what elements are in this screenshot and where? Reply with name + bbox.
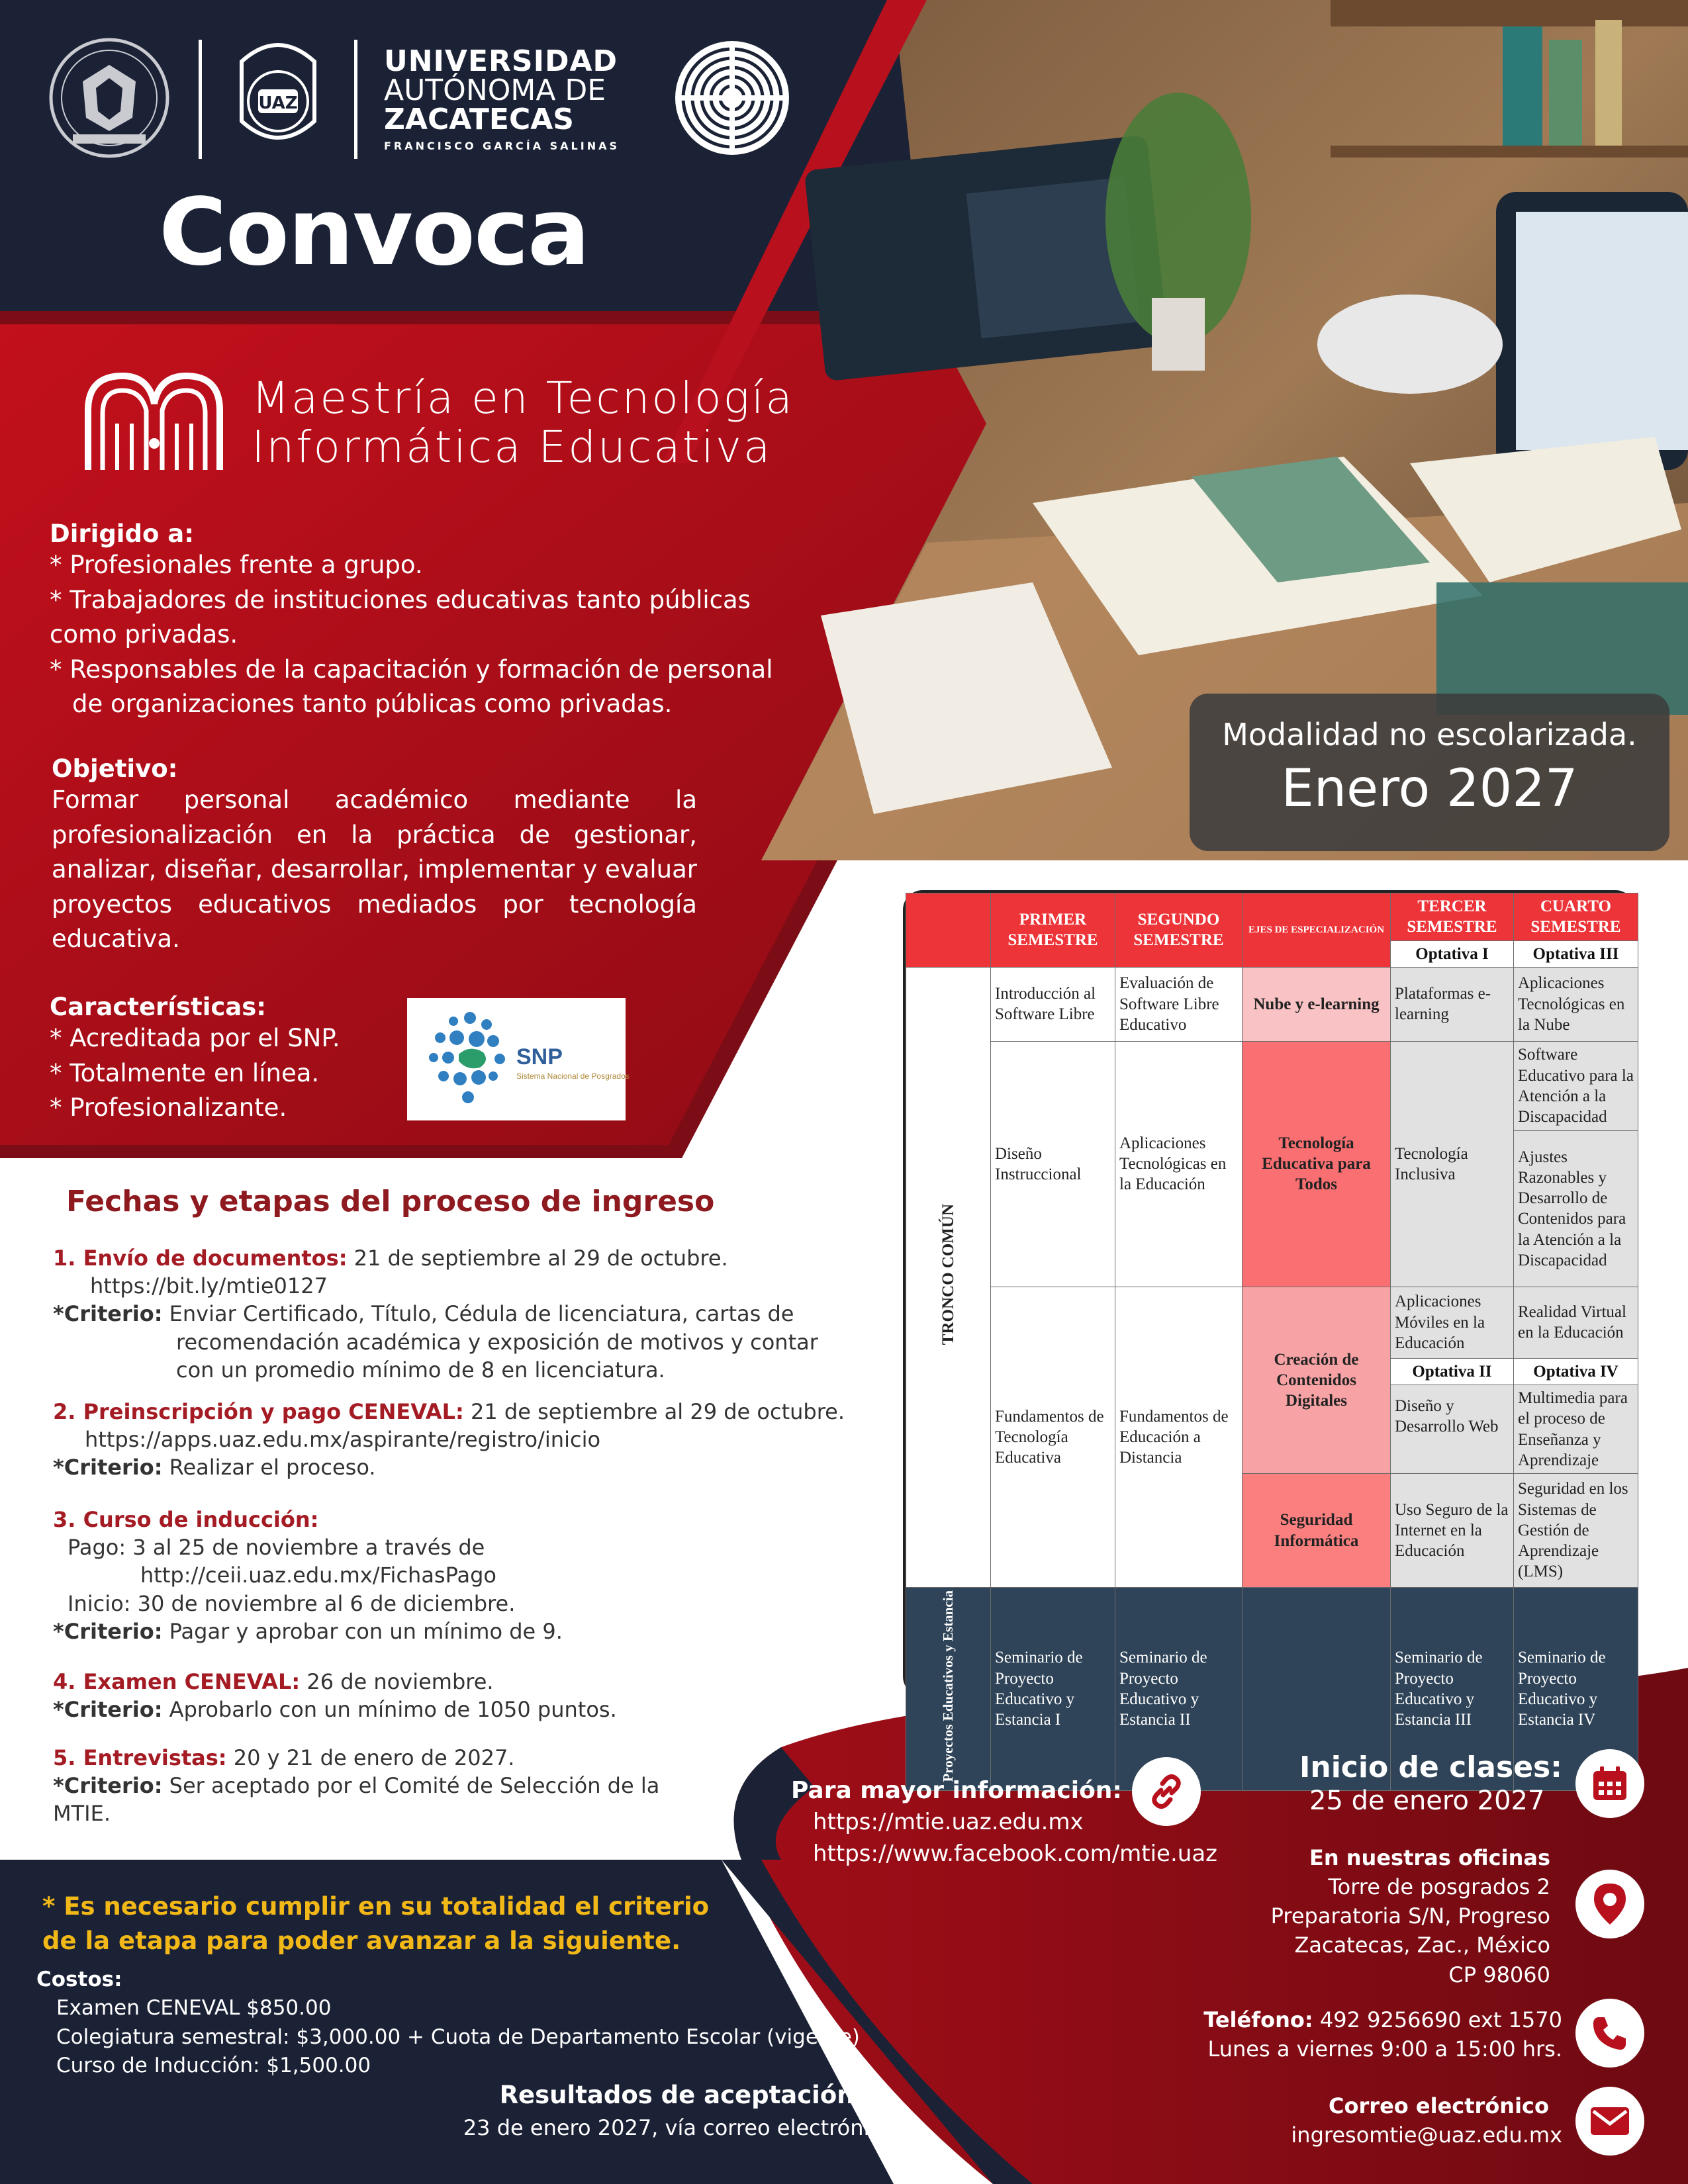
oficinas-line: Zacatecas, Zac., México xyxy=(1294,1933,1550,1958)
nota-criterio xyxy=(42,1889,709,1958)
step-1-date: 21 de septiembre al 29 de octubre. xyxy=(347,1246,728,1271)
criterio-label: *Criterio: xyxy=(53,1697,163,1723)
step-5 xyxy=(53,1744,702,1828)
university-line-3: ZACATECAS xyxy=(384,103,574,136)
course-cell: Seminario de Proyecto Educativo y Estancia III xyxy=(1391,1588,1514,1791)
oficinas-line: CP 98060 xyxy=(1448,1962,1550,1987)
nota-line: * Es necesario cumplir en su totalidad el criterio xyxy=(42,1892,710,1921)
step-1 xyxy=(53,1244,818,1384)
optativa-iv: Optativa IV xyxy=(1514,1359,1638,1385)
dirigido-heading: Dirigido a: xyxy=(50,520,195,548)
snp-logo-text: SNP xyxy=(516,1044,563,1069)
costos-block xyxy=(36,1966,860,2081)
step-3-inicio: Inicio: 30 de noviembre al 6 de diciembre. xyxy=(68,1590,516,1616)
step-5-criterio: Ser aceptado por el Comité de Selección de la xyxy=(162,1773,660,1799)
separator xyxy=(199,40,202,159)
costos-heading: Costos: xyxy=(36,1968,122,1991)
criterio-label: *Criterio: xyxy=(53,1773,163,1799)
telefono-block xyxy=(1203,2005,1562,2064)
snp-logo xyxy=(407,998,630,1120)
correo-block xyxy=(1291,2091,1562,2150)
caracteristica-item: * Acreditada por el SNP. xyxy=(50,1024,340,1052)
oficinas-heading: En nuestras oficinas xyxy=(1309,1845,1550,1870)
telefono-horario: Lunes a viernes 9:00 a 15:00 hrs. xyxy=(1207,2036,1562,2062)
step-1-url[interactable]: https://bit.ly/mtie0127 xyxy=(90,1273,328,1299)
objetivo-section xyxy=(52,754,697,957)
course-cell: Ajustes Razonables y Desarrollo de Contenidos para la Atención a la Discapacidad xyxy=(1514,1130,1638,1287)
course-cell: Seminario de Proyecto Educativo y Estancia II xyxy=(1115,1588,1243,1791)
eje-cell: Creación de Contenidos Digitales xyxy=(1243,1287,1391,1473)
header-cuarto-semestre: CUARTO SEMESTRE xyxy=(1514,893,1638,941)
dirigido-item: * Trabajadores de instituciones educativas tanto públicas xyxy=(50,585,751,614)
step-3-title: 3. Curso de inducción: xyxy=(53,1507,319,1532)
telefono-label: Teléfono: xyxy=(1203,2007,1313,2032)
header-ejes: EJES DE ESPECIALIZACIÓN xyxy=(1243,893,1391,968)
program-title-line-1: Maestría en Tecnología xyxy=(252,373,794,424)
header-primer-semestre: PRIMER SEMESTRE xyxy=(991,893,1115,968)
nota-line: de la etapa para poder avanzar a la siguiente. xyxy=(42,1926,681,1955)
step-3-pago: Pago: 3 al 25 de noviembre a través de xyxy=(68,1535,485,1561)
step-5-title: 5. Entrevistas: xyxy=(53,1745,227,1770)
objetivo-heading: Objetivo: xyxy=(52,754,178,783)
header-logos xyxy=(46,33,792,165)
course-cell: Aplicaciones Tecnológicas en la Educación xyxy=(1115,1041,1243,1287)
step-2-title: 2. Preinscripción y pago CENEVAL: xyxy=(53,1399,464,1424)
envelope-icon xyxy=(1575,2087,1644,2156)
course-cell-stack xyxy=(1514,1358,1638,1473)
step-1-title: 1. Envío de documentos: xyxy=(53,1246,348,1271)
modalidad-box xyxy=(1190,694,1669,851)
caracteristica-item: * Profesionalizante. xyxy=(50,1093,287,1122)
tronco-comun-label xyxy=(906,967,991,1587)
svg-text:UAZ: UAZ xyxy=(258,93,298,113)
oficinas-line: Preparatoria S/N, Progreso xyxy=(1270,1903,1550,1929)
costo-item: Curso de Inducción: $1,500.00 xyxy=(56,2054,371,2078)
correo-value[interactable]: ingresomtie@uaz.edu.mx xyxy=(1291,2122,1562,2148)
modalidad-date: Enero 2027 xyxy=(1281,759,1578,819)
course-cell: Fundamentos de Tecnología Educativa xyxy=(991,1287,1115,1587)
convoca-heading: Convoca xyxy=(159,179,589,287)
location-pin-icon xyxy=(1575,1870,1644,1938)
telefono-value: 492 9256690 ext 1570 xyxy=(1313,2007,1562,2032)
step-2-date: 21 de septiembre al 29 de octubre. xyxy=(463,1399,845,1424)
criterio-label: *Criterio: xyxy=(53,1455,163,1480)
step-1-criterio: Enviar Certificado, Título, Cédula de licenciatura, cartas de xyxy=(162,1301,794,1327)
course-cell: Realidad Virtual en la Educación xyxy=(1514,1287,1638,1358)
course-cell: Diseño Instruccional xyxy=(991,1041,1115,1287)
header-segundo-semestre: SEGUNDO SEMESTRE xyxy=(1115,893,1243,968)
info-heading: Para mayor información: xyxy=(791,1777,1122,1804)
snp-logo-icon xyxy=(407,998,630,1120)
eje-cell: Nube y e-learning xyxy=(1243,967,1391,1041)
resultados-block xyxy=(457,2078,907,2143)
university-line-4: FRANCISCO GARCÍA SALINAS xyxy=(384,140,620,152)
course-cell: Multimedia para el proceso de Enseñanza y Aprendizaje xyxy=(1518,1389,1628,1469)
modalidad-text: Modalidad no escolarizada. xyxy=(1222,717,1637,752)
step-2 xyxy=(53,1398,845,1482)
dirigido-item: de organizaciones tanto públicas como privadas. xyxy=(72,690,673,719)
dirigido-item: como privadas. xyxy=(50,620,238,649)
criterio-label: *Criterio: xyxy=(53,1618,163,1644)
step-3-url[interactable]: http://ceii.uaz.edu.mx/FichasPago xyxy=(140,1563,496,1588)
step-4-date: 26 de noviembre. xyxy=(300,1669,494,1694)
step-2-url[interactable]: https://apps.uaz.edu.mx/aspirante/registro/inicio xyxy=(85,1427,601,1453)
course-cell-stack xyxy=(1391,1358,1514,1473)
course-cell: Seminario de Proyecto Educativo y Estancia I xyxy=(991,1588,1115,1791)
costo-item: Colegiatura semestral: $3,000.00 + Cuota de Departamento Escolar (vigente) xyxy=(56,2025,860,2049)
step-2-criterio: Realizar el proceso. xyxy=(162,1455,376,1480)
optativa-ii: Optativa II xyxy=(1391,1359,1513,1385)
course-cell: Diseño y Desarrollo Web xyxy=(1395,1397,1499,1436)
course-cell: Tecnología Inclusiva xyxy=(1391,1041,1514,1287)
program-title-line-2: Informática Educativa xyxy=(252,421,773,473)
dirigido-item: * Profesionales frente a grupo. xyxy=(50,551,423,579)
inicio-date: 25 de enero 2027 xyxy=(1309,1786,1545,1816)
course-cell: Seminario de Proyecto Educativo y Estancia IV xyxy=(1514,1588,1638,1791)
snp-logo-subtext: Sistema Nacional de Posgrados xyxy=(516,1071,630,1081)
step-5-date: 20 y 21 de enero de 2027. xyxy=(226,1745,515,1770)
course-cell: Plataformas e-learning xyxy=(1391,967,1514,1041)
correo-heading: Correo electrónico xyxy=(1329,2093,1549,2118)
uaz-seal-icon xyxy=(46,35,172,163)
optativa-iii: Optativa III xyxy=(1514,940,1638,967)
info-link-website[interactable]: https://mtie.uaz.edu.mx xyxy=(813,1809,1084,1835)
uaz-innovation-logo-icon xyxy=(228,35,328,163)
dirigido-section xyxy=(50,520,897,722)
tronco-comun-text: TRONCO COMÚN xyxy=(939,1204,957,1345)
step-4-criterio: Aprobarlo con un mínimo de 1050 puntos. xyxy=(162,1697,617,1723)
proyectos-text: Proyectos Educativos y Estancia xyxy=(940,1590,957,1782)
course-cell: Software Educativo para la Atención a la Discapacidad xyxy=(1514,1041,1638,1130)
step-4-title: 4. Examen CENEVAL: xyxy=(53,1669,301,1694)
mtie-logo-icon xyxy=(83,371,225,473)
course-cell: Introducción al Software Libre xyxy=(991,967,1115,1041)
step-3-criterio: Pagar y aprobar con un mínimo de 9. xyxy=(162,1618,563,1644)
caracteristicas-heading: Características: xyxy=(50,993,267,1021)
course-cell: Fundamentos de Educación a Distancia xyxy=(1115,1287,1243,1587)
course-cell: Seguridad en los Sistemas de Gestión de Aprendizaje (LMS) xyxy=(1514,1474,1638,1588)
fechas-heading: Fechas y etapas del proceso de ingreso xyxy=(66,1185,715,1218)
step-1-criterio-cont: con un promedio mínimo de 8 en licenciatura. xyxy=(176,1357,665,1383)
phone-icon xyxy=(1575,1999,1644,2068)
labyrinth-logo-icon xyxy=(673,38,792,160)
proyectos-label xyxy=(906,1588,991,1791)
program-title xyxy=(252,374,794,472)
course-cell: Uso Seguro de la Internet en la Educación xyxy=(1391,1474,1514,1588)
optativa-i: Optativa I xyxy=(1391,940,1514,967)
oficinas-block xyxy=(1271,1843,1550,1989)
separator xyxy=(354,40,357,159)
oficinas-line: Torre de posgrados 2 xyxy=(1328,1874,1550,1900)
objetivo-text: Formar personal académico mediante la profesionalización en la práctica de gestionar, analizar, diseñar, desarrollar, implementar y evaluar proyectos educativos mediados por tecnología educativa. xyxy=(52,786,697,954)
info-link-facebook[interactable]: https://www.facebook.com/mtie.uaz xyxy=(813,1840,1218,1867)
costo-item: Examen CENEVAL $850.00 xyxy=(56,1996,332,2021)
course-cell: Aplicaciones Móviles en la Educación xyxy=(1391,1287,1514,1358)
resultados-text: 23 de enero 2027, vía correo electrónico. xyxy=(463,2115,901,2140)
resultados-heading: Resultados de aceptación: xyxy=(499,2081,865,2109)
caracteristica-item: * Totalmente en línea. xyxy=(50,1058,320,1087)
university-name xyxy=(384,44,620,152)
step-1-criterio-cont: recomendación académica y exposición de motivos y contar xyxy=(176,1329,818,1355)
header-corner xyxy=(906,893,991,968)
criterio-label: *Criterio: xyxy=(53,1301,163,1327)
university-line-1: UNIVERSIDAD xyxy=(384,44,618,78)
calendar-icon xyxy=(1575,1749,1644,1818)
course-cell: Aplicaciones Tecnológicas en la Nube xyxy=(1514,967,1638,1041)
step-4 xyxy=(53,1668,617,1723)
header-tercer-semestre: TERCER SEMESTRE xyxy=(1391,893,1514,941)
step-3 xyxy=(53,1506,563,1645)
inicio-heading: Inicio de clases: xyxy=(1299,1751,1562,1784)
dirigido-item: * Responsables de la capacitación y formación de personal xyxy=(50,655,773,684)
caracteristicas-section xyxy=(50,993,420,1126)
step-5-criterio-cont: MTIE. xyxy=(53,1801,111,1827)
eje-cell: Seguridad Informática xyxy=(1243,1474,1391,1588)
university-line-2: AUTÓNOMA DE xyxy=(384,73,606,107)
course-cell: Evaluación de Software Libre Educativo xyxy=(1115,967,1243,1041)
eje-cell: Tecnología Educativa para Todos xyxy=(1243,1041,1391,1287)
link-icon[interactable] xyxy=(1132,1757,1201,1826)
